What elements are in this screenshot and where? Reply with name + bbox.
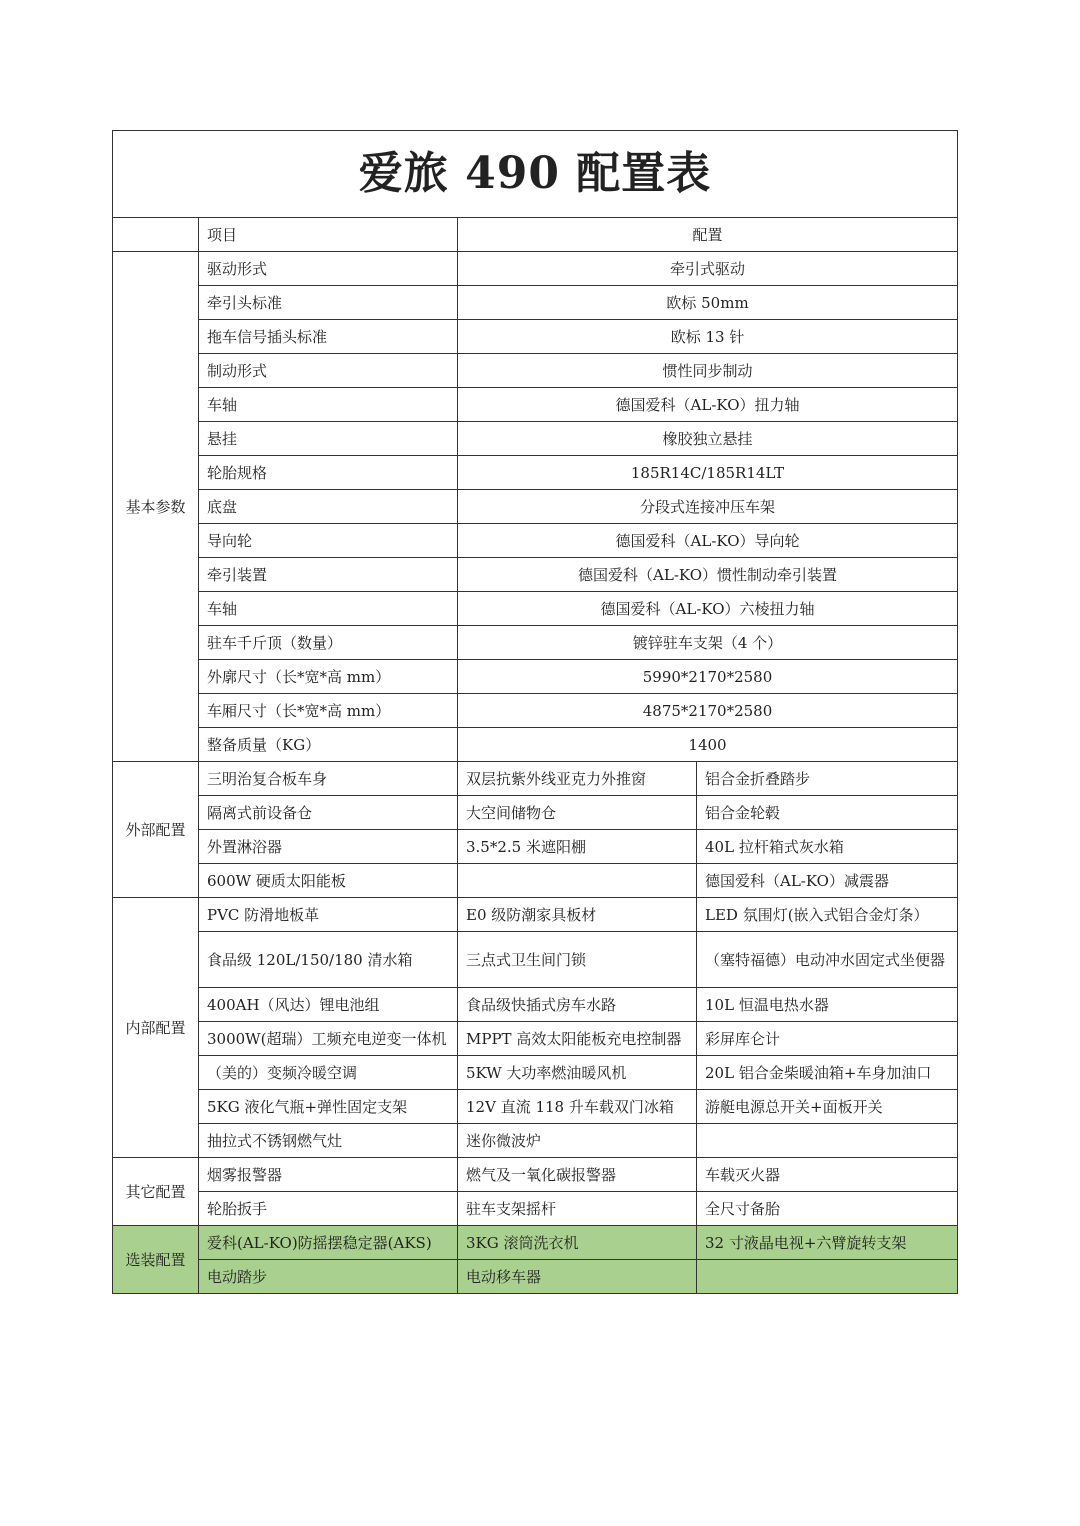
table-row bbox=[113, 1056, 958, 1090]
table-row bbox=[113, 1192, 958, 1226]
table-row bbox=[113, 830, 958, 864]
config-cell: 隔离式前设备仓 bbox=[199, 796, 458, 830]
table-row bbox=[113, 660, 958, 694]
config-cell: 驻车支架摇杆 bbox=[458, 1192, 697, 1226]
config-cell: PVC 防滑地板革 bbox=[199, 898, 458, 932]
table-row bbox=[113, 728, 958, 762]
value-cell: 欧标 13 针 bbox=[458, 320, 958, 354]
config-cell: 迷你微波炉 bbox=[458, 1124, 697, 1158]
table-row bbox=[113, 762, 958, 796]
item-cell: 悬挂 bbox=[199, 422, 458, 456]
config-cell: 电动踏步 bbox=[199, 1260, 458, 1294]
config-cell: 三明治复合板车身 bbox=[199, 762, 458, 796]
value-cell: 1400 bbox=[458, 728, 958, 762]
value-cell: 镀锌驻车支架（4 个） bbox=[458, 626, 958, 660]
table-row bbox=[113, 626, 958, 660]
config-cell: 20L 铝合金柴暖油箱+车身加油口 bbox=[697, 1056, 958, 1090]
table-row bbox=[113, 1124, 958, 1158]
value-cell: 德国爱科（AL-KO）六棱扭力轴 bbox=[458, 592, 958, 626]
category-exterior: 外部配置 bbox=[113, 762, 199, 898]
table-row bbox=[113, 388, 958, 422]
item-cell: 拖车信号插头标准 bbox=[199, 320, 458, 354]
table-row bbox=[113, 354, 958, 388]
item-cell: 制动形式 bbox=[199, 354, 458, 388]
config-cell: 40L 拉杆箱式灰水箱 bbox=[697, 830, 958, 864]
config-cell: 外置淋浴器 bbox=[199, 830, 458, 864]
config-table bbox=[112, 130, 958, 1294]
config-cell: 铝合金折叠踏步 bbox=[697, 762, 958, 796]
config-cell: 食品级快插式房车水路 bbox=[458, 988, 697, 1022]
table-row bbox=[113, 592, 958, 626]
item-cell: 外廓尺寸（长*宽*高 mm） bbox=[199, 660, 458, 694]
value-cell: 4875*2170*2580 bbox=[458, 694, 958, 728]
category-interior: 内部配置 bbox=[113, 898, 199, 1158]
table-row bbox=[113, 286, 958, 320]
config-cell: 5KW 大功率燃油暖风机 bbox=[458, 1056, 697, 1090]
config-cell: 全尺寸备胎 bbox=[697, 1192, 958, 1226]
config-cell: 轮胎扳手 bbox=[199, 1192, 458, 1226]
header-config: 配置 bbox=[458, 218, 958, 252]
table-row bbox=[113, 864, 958, 898]
config-cell: 600W 硬质太阳能板 bbox=[199, 864, 458, 898]
value-cell: 德国爱科（AL-KO）导向轮 bbox=[458, 524, 958, 558]
value-cell: 分段式连接冲压车架 bbox=[458, 490, 958, 524]
config-cell: 12V 直流 118 升车载双门冰箱 bbox=[458, 1090, 697, 1124]
table-row bbox=[113, 1260, 958, 1294]
table-row bbox=[113, 1226, 958, 1260]
table-row bbox=[113, 898, 958, 932]
table-row bbox=[113, 1022, 958, 1056]
config-cell: 10L 恒温电热水器 bbox=[697, 988, 958, 1022]
config-cell: 游艇电源总开关+面板开关 bbox=[697, 1090, 958, 1124]
config-cell: （塞特福德）电动冲水固定式坐便器 bbox=[697, 932, 958, 988]
table-row bbox=[113, 252, 958, 286]
config-cell: 电动移车器 bbox=[458, 1260, 697, 1294]
table-row bbox=[113, 558, 958, 592]
value-cell: 欧标 50mm bbox=[458, 286, 958, 320]
item-cell: 车厢尺寸（长*宽*高 mm） bbox=[199, 694, 458, 728]
table-row bbox=[113, 932, 958, 988]
item-cell: 导向轮 bbox=[199, 524, 458, 558]
table-row bbox=[113, 988, 958, 1022]
config-cell: E0 级防潮家具板材 bbox=[458, 898, 697, 932]
item-cell: 驱动形式 bbox=[199, 252, 458, 286]
table-row bbox=[113, 422, 958, 456]
config-cell: MPPT 高效太阳能板充电控制器 bbox=[458, 1022, 697, 1056]
config-cell: 烟雾报警器 bbox=[199, 1158, 458, 1192]
item-cell: 轮胎规格 bbox=[199, 456, 458, 490]
table-row bbox=[113, 1158, 958, 1192]
value-cell: 惯性同步制动 bbox=[458, 354, 958, 388]
config-cell: 400AH（风达）锂电池组 bbox=[199, 988, 458, 1022]
config-cell: LED 氛围灯(嵌入式铝合金灯条） bbox=[697, 898, 958, 932]
config-cell: 燃气及一氧化碳报警器 bbox=[458, 1158, 697, 1192]
config-cell: 车载灭火器 bbox=[697, 1158, 958, 1192]
item-cell: 底盘 bbox=[199, 490, 458, 524]
item-cell: 牵引装置 bbox=[199, 558, 458, 592]
value-cell: 橡胶独立悬挂 bbox=[458, 422, 958, 456]
config-cell bbox=[697, 1124, 958, 1158]
config-cell: 铝合金轮毂 bbox=[697, 796, 958, 830]
config-cell: 5KG 液化气瓶+弹性固定支架 bbox=[199, 1090, 458, 1124]
value-cell: 德国爱科（AL-KO）惯性制动牵引装置 bbox=[458, 558, 958, 592]
item-cell: 整备质量（KG） bbox=[199, 728, 458, 762]
config-cell: 抽拉式不锈钢燃气灶 bbox=[199, 1124, 458, 1158]
config-cell: 三点式卫生间门锁 bbox=[458, 932, 697, 988]
config-cell bbox=[458, 864, 697, 898]
table-row bbox=[113, 1090, 958, 1124]
config-cell: 食品级 120L/150/180 清水箱 bbox=[199, 932, 458, 988]
table-row bbox=[113, 524, 958, 558]
item-cell: 牵引头标准 bbox=[199, 286, 458, 320]
item-cell: 驻车千斤顶（数量） bbox=[199, 626, 458, 660]
value-cell: 5990*2170*2580 bbox=[458, 660, 958, 694]
header-row bbox=[113, 218, 958, 252]
config-cell: 3000W(超瑞）工频充电逆变一体机 bbox=[199, 1022, 458, 1056]
table-row bbox=[113, 796, 958, 830]
value-cell: 185R14C/185R14LT bbox=[458, 456, 958, 490]
table-row bbox=[113, 456, 958, 490]
page-title: 爱旅 490 配置表 bbox=[113, 131, 958, 218]
config-cell: （美的）变频冷暖空调 bbox=[199, 1056, 458, 1090]
value-cell: 牵引式驱动 bbox=[458, 252, 958, 286]
config-cell bbox=[697, 1260, 958, 1294]
config-cell: 德国爱科（AL-KO）减震器 bbox=[697, 864, 958, 898]
config-cell: 32 寸液晶电视+六臂旋转支架 bbox=[697, 1226, 958, 1260]
header-item: 项目 bbox=[199, 218, 458, 252]
table-row bbox=[113, 490, 958, 524]
table-row bbox=[113, 694, 958, 728]
config-cell: 3.5*2.5 米遮阳棚 bbox=[458, 830, 697, 864]
config-cell: 爱科(AL-KO)防摇摆稳定器(AKS) bbox=[199, 1226, 458, 1260]
config-cell: 3KG 滚筒洗衣机 bbox=[458, 1226, 697, 1260]
value-cell: 德国爱科（AL-KO）扭力轴 bbox=[458, 388, 958, 422]
config-cell: 彩屏库仑计 bbox=[697, 1022, 958, 1056]
item-cell: 车轴 bbox=[199, 388, 458, 422]
item-cell: 车轴 bbox=[199, 592, 458, 626]
category-other: 其它配置 bbox=[113, 1158, 199, 1226]
table-row bbox=[113, 320, 958, 354]
title-row bbox=[113, 131, 958, 218]
category-basic: 基本参数 bbox=[113, 252, 199, 762]
config-cell: 双层抗紫外线亚克力外推窗 bbox=[458, 762, 697, 796]
header-category-cell bbox=[113, 218, 199, 252]
config-cell: 大空间储物仓 bbox=[458, 796, 697, 830]
category-optional: 选装配置 bbox=[113, 1226, 199, 1294]
